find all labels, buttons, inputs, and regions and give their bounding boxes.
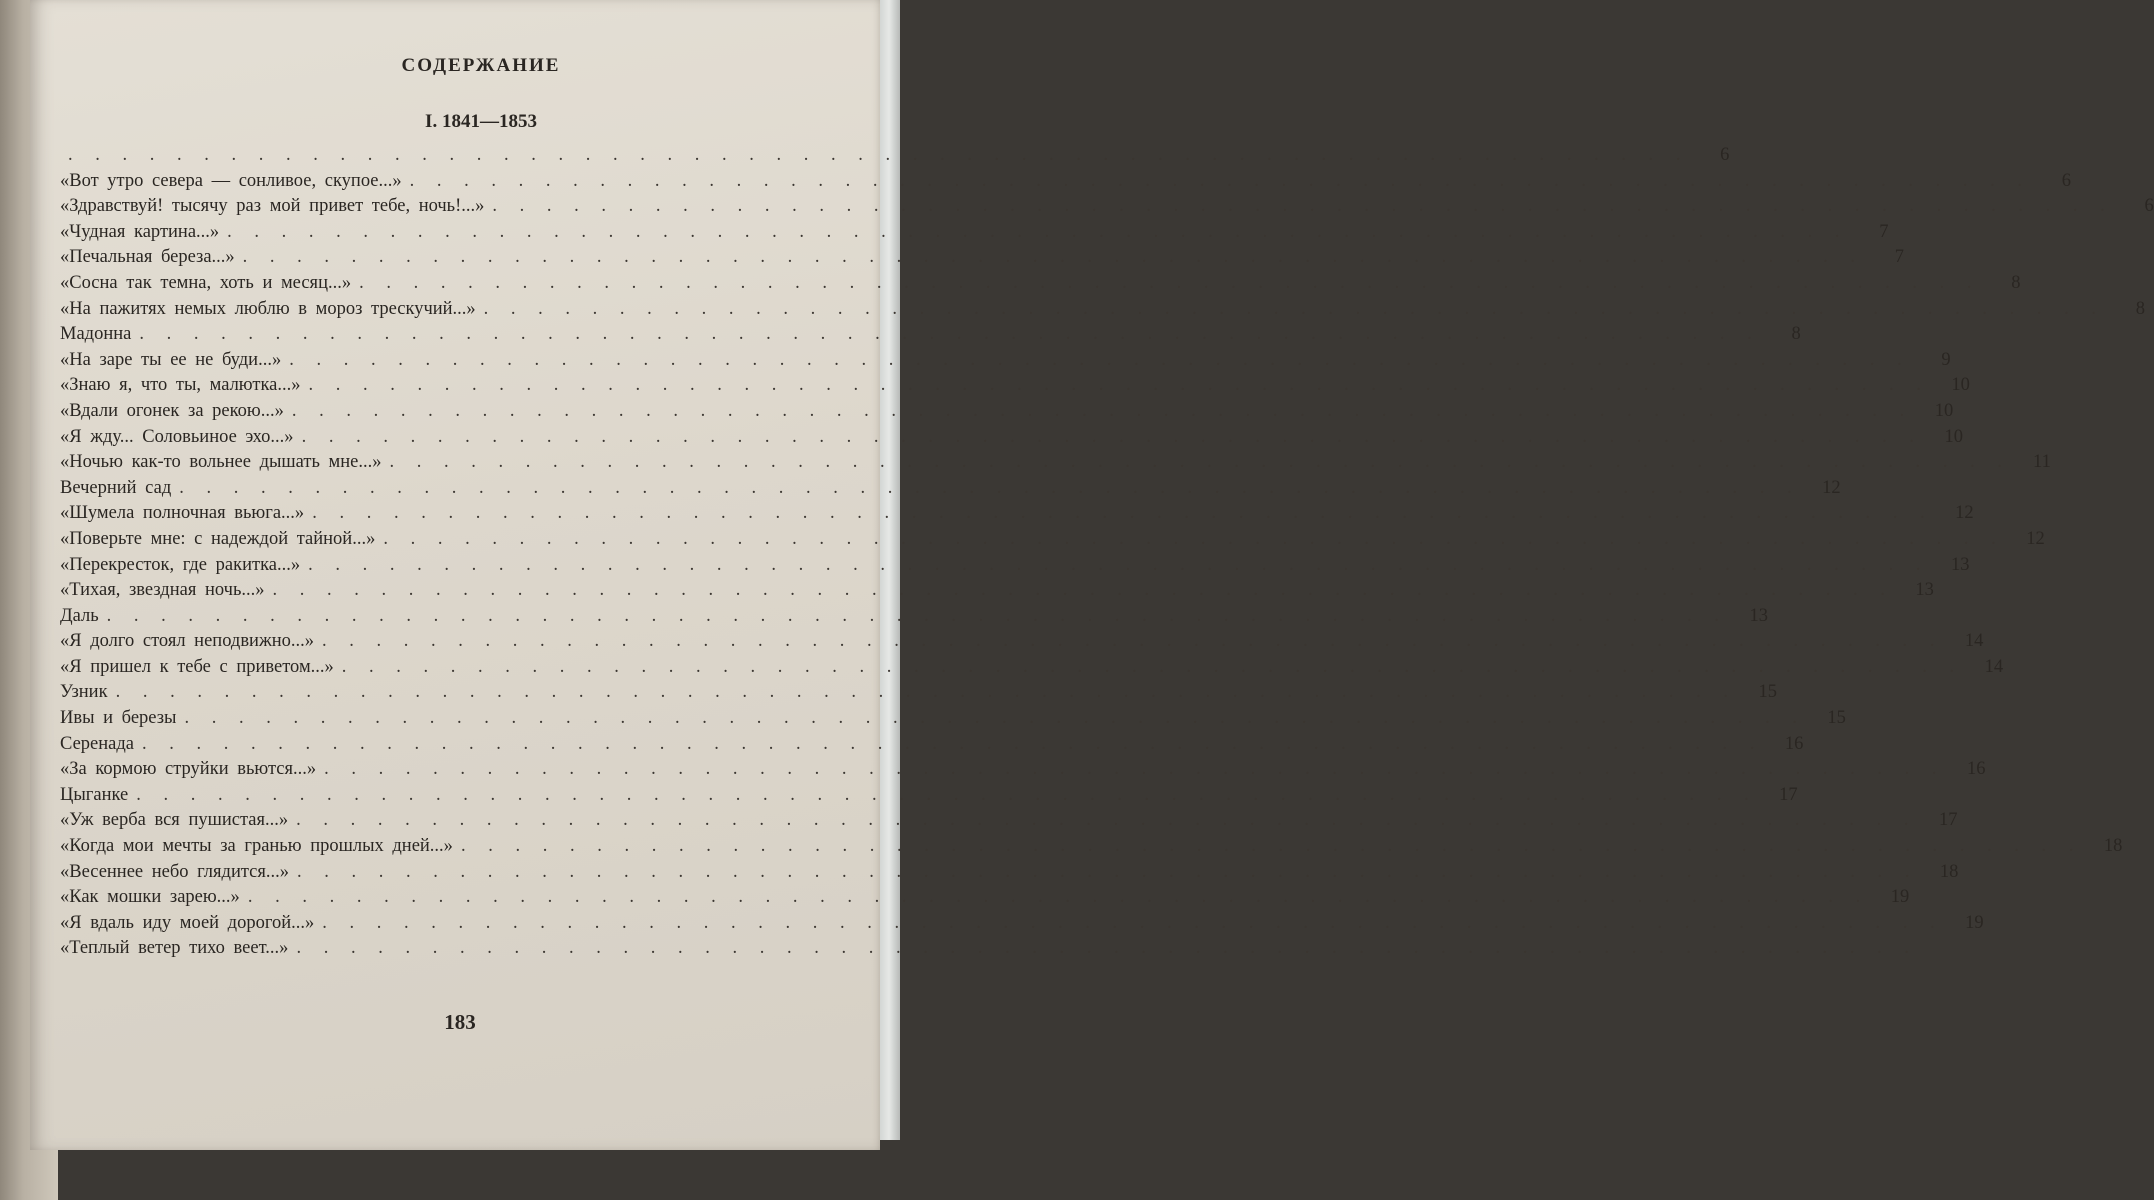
toc-entry-page: 10 — [1951, 375, 1970, 396]
toc-entry-title: «Когда мои мечты за гранью прошлых дней...» — [60, 836, 453, 857]
toc-entry-page: 16 — [1784, 733, 1804, 754]
dot-leader: . . . . . . . . . . . . . . . . . . . . . . . . . . . . . . . . . . . . . . . . . . . . . . . . . . . . . . . . . . . . — [483, 298, 2106, 319]
toc-entry-page: 14 — [1984, 656, 2004, 677]
toc-entry — [60, 297, 2146, 323]
toc-entry-title: «Я жду... Соловьиное эхо...» — [60, 426, 294, 447]
dot-leader: . . . . . . . . . . . . . . . . . . . . . . . . . . . . . . . . . . . . . . . . . . . . . . . . . . . . . . . . . . . . — [141, 733, 1764, 754]
dot-leader: . . . . . . . . . . . . . . . . . . . . . . . . . . . . . . . . . . . . . . . . . . . . . . . . . . . . . . . . . . . . — [297, 861, 1919, 882]
toc-entry — [60, 783, 1798, 809]
toc-entry-page: 15 — [1758, 682, 1777, 703]
dot-leader: . . . . . . . . . . . . . . . . . . . . . . . . . . . . . . . . . . . . . . . . . . . . . . . . . . . . . . . . . . . . — [308, 554, 1930, 575]
dot-leader: . . . . . . . . . . . . . . . . . . . . . . . . . . . . . . . . . . . . . . . . . . . . . . . . . . . . . . . . . . . . — [322, 631, 1944, 652]
toc-entry-title: Серенада — [60, 733, 134, 754]
book-page — [30, 0, 2154, 1150]
toc-entry — [60, 808, 1958, 834]
toc-entry-page: 12 — [1822, 477, 1841, 498]
toc-entry-page: 6 — [2144, 196, 2154, 217]
toc-entry-page: 14 — [1964, 631, 1984, 652]
toc-entry-title: «Я пришел к тебе с приветом...» — [60, 656, 334, 677]
toc-entry-title: Даль — [60, 605, 99, 626]
toc-entry-page: 9 — [1941, 349, 1951, 370]
toc-entry-page: 11 — [2033, 452, 2051, 473]
page-number: 183 — [444, 1010, 476, 1034]
toc-entry-page: 17 — [1938, 810, 1958, 831]
toc-entry — [60, 450, 2051, 476]
toc-entry — [60, 322, 1801, 348]
toc-entry-title: Узник — [60, 682, 108, 703]
toc-entry-page: 6 — [2061, 170, 2072, 191]
toc-entry-title: «Уж верба вся пушистая...» — [60, 810, 289, 831]
dot-leader: . . . . . . . . . . . . . . . . . . . . . . . . . . . . . . . . . . . . . . . . . . . . . . . . . . . . . . . . . . . . — [492, 196, 2114, 217]
toc-entry — [60, 169, 2072, 195]
toc-entry-title: «Шумела полночная вьюга...» — [60, 503, 305, 524]
dot-leader: . . . . . . . . . . . . . . . . . . . . . . . . . . . . . . . . . . . . . . . . . . . . . . . . . . . . . . . . . . . . — [324, 759, 1946, 780]
dot-leader: . . . . . . . . . . . . . . . . . . . . . . . . . . . . . . . . . . . . . . . . . . . . . . . . . . . . . . . . . . . . — [115, 682, 1737, 703]
dot-leader: . . . . . . . . . . . . . . . . . . . . . . . . . . . . . . . . . . . . . . . . . . . . . . . . . . . . . . . . . . . . — [179, 477, 1801, 498]
toc-entry-title: Вечерний сад — [60, 477, 172, 498]
toc-entry — [60, 373, 1970, 399]
toc-entry-page: 13 — [1915, 580, 1934, 601]
toc-entry-title: «Как мошки зарею...» — [60, 887, 240, 908]
toc-entry — [60, 629, 1984, 655]
toc-entry — [60, 425, 1963, 451]
toc-entry — [60, 604, 1769, 630]
toc-entry-title: «На пажитях немых люблю в мороз трескучий...» — [60, 298, 476, 319]
table-of-contents — [60, 143, 2154, 962]
dot-leader: . . . . . . . . . . . . . . . . . . . . . . . . . . . . . . . . . . . . . . . . . . . . . . . . . . . . . . . . . . . . — [389, 452, 2011, 473]
toc-entry — [60, 578, 1934, 604]
toc-entry-title: «Чудная картина...» — [60, 221, 220, 242]
toc-entry — [60, 757, 1986, 783]
toc-entry-page: 18 — [2103, 836, 2123, 857]
toc-entry-title: «За кормою струйки вьются...» — [60, 759, 317, 780]
toc-entry-title: «Поверьте мне: с надеждой тайной...» — [60, 528, 376, 549]
toc-entry-page: 8 — [2011, 272, 2021, 293]
toc-entry-page: 8 — [1791, 324, 1801, 345]
dot-leader: . . . . . . . . . . . . . . . . . . . . . . . . . . . . . . . . . . . . . . . . . . . . . . . . . . . . . . . . . . . . — [139, 324, 1761, 345]
toc-entry — [60, 911, 1984, 937]
toc-entry-title: «Здравствуй! тысячу раз мой привет тебе, ночь!...» — [60, 196, 485, 217]
toc-entry — [60, 501, 1974, 527]
toc-entry-page: 7 — [1894, 247, 1905, 268]
toc-entry — [60, 527, 2045, 553]
toc-entry-title: «На заре ты ее не буди...» — [60, 349, 282, 370]
section-title: I. 1841—1853 — [425, 111, 537, 132]
dot-leader: . . . . . . . . . . . . . . . . . . . . . . . . . . . . . . . . . . . . . . . . . . . . . . . . . . . . . . . . . . . . — [68, 145, 1690, 165]
toc-entry-title: «Ночью как-то вольнее дышать мне...» — [60, 452, 382, 473]
toc-entry — [60, 476, 1841, 502]
toc-entry-page: 18 — [1939, 861, 1959, 882]
dot-leader: . . . . . . . . . . . . . . . . . . . . . . . . . . . . . . . . . . . . . . . . . . . . . . . . . . . . . . . . . . . . — [136, 784, 1758, 805]
dot-leader: . . . . . . . . . . . . . . . . . . . . . . . . . . . . . . . . . . . . . . . . . . . . . . . . . . . . . . . . . . . . — [308, 375, 1930, 396]
toc-entry-page: 8 — [2135, 298, 2146, 319]
toc-entry-page: 19 — [1965, 912, 1984, 933]
toc-entry — [60, 936, 1918, 962]
toc-entry — [60, 732, 1804, 758]
toc-entry — [60, 553, 1970, 579]
toc-entry-page: 12 — [1955, 503, 1974, 524]
toc-entry — [60, 680, 1777, 706]
dot-leader: . . . . . . . . . . . . . . . . . . . . . . . . . . . . . . . . . . . . . . . . . . . . . . . . . . . . . . . . . . . . — [291, 400, 1914, 421]
toc-entry-page: 19 — [1890, 887, 1910, 908]
dot-leader: . . . . . . . . . . . . . . . . . . . . . . . . . . . . . . . . . . . . . . . . . . . . . . . . . . . . . . . . . . . . — [359, 272, 1981, 293]
dot-leader: . . . . . . . . . . . . . . . . . . . . . . . . . . . . . . . . . . . . . . . . . . . . . . . . . . . . . . . . . . . . — [184, 708, 1806, 729]
toc-entry — [60, 399, 1954, 425]
dot-leader: . . . . . . . . . . . . . . . . . . . . . . . . . . . . . . . . . . . . . . . . . . . . . . . . . . . . . . . . . . . . — [289, 349, 1911, 370]
toc-entry-title: «Я вдаль иду моей дорогой...» — [60, 912, 315, 933]
toc-entry-title: «Тихая, звездная ночь...» — [60, 580, 265, 601]
toc-entry — [60, 271, 2021, 297]
dot-leader: . . . . . . . . . . . . . . . . . . . . . . . . . . . . . . . . . . . . . . . . . . . . . . . . . . . . . . . . . . . . — [312, 503, 1934, 524]
toc-entry-page: 10 — [1944, 426, 1963, 447]
toc-entry-page: 6 — [1720, 145, 1730, 165]
toc-entry-title: Цыганке — [60, 784, 129, 805]
toc-entry — [60, 143, 1730, 169]
toc-entry-title: «Сосна так темна, хоть и месяц...» — [60, 272, 352, 293]
toc-entry — [60, 834, 2123, 860]
toc-entry — [60, 860, 1959, 886]
dot-leader: . . . . . . . . . . . . . . . . . . . . . . . . . . . . . . . . . . . . . . . . . . . . . . . . . . . . . . . . . . . . — [296, 938, 1918, 959]
toc-entry-title: «Вот утро севера — сонливое, скупое...» — [60, 170, 402, 191]
dot-leader: . . . . . . . . . . . . . . . . . . . . . . . . . . . . . . . . . . . . . . . . . . . . . . . . . . . . . . . . . . . . — [301, 426, 1923, 447]
toc-entry-page: 7 — [1879, 221, 1889, 242]
contents-heading: СОДЕРЖАНИЕ — [401, 55, 561, 76]
toc-entry-title: Мадонна — [60, 324, 132, 345]
dot-leader: . . . . . . . . . . . . . . . . . . . . . . . . . . . . . . . . . . . . . . . . . . . . . . . . . . . . . . . . . . . . — [460, 836, 2083, 857]
toc-entry-title: «Знаю я, что ты, малютка...» — [60, 375, 301, 396]
dot-leader: . . . . . . . . . . . . . . . . . . . . . . . . . . . . . . . . . . . . . . . . . . . . . . . . . . . . . . . . . . . . — [383, 528, 2005, 549]
toc-entry-title: «Вдали огонек за рекою...» — [60, 400, 284, 421]
toc-entry-title: «Я долго стоял неподвижно...» — [60, 631, 315, 652]
dot-leader: . . . . . . . . . . . . . . . . . . . . . . . . . . . . . . . . . . . . . . . . . . . . . . . . . . . . . . . . . . . . — [227, 221, 1849, 242]
dot-leader: . . . . . . . . . . . . . . . . . . . . . . . . . . . . . . . . . . . . . . . . . . . . . . . . . . . . . . . . . . . . — [106, 605, 1729, 626]
toc-entry-title: «Печальная береза...» — [60, 247, 235, 268]
toc-entry-title: «Перекресток, где ракитка...» — [60, 554, 301, 575]
dot-leader: . . . . . . . . . . . . . . . . . . . . . . . . . . . . . . . . . . . . . . . . . . . . . . . . . . . . . . . . . . . . — [296, 810, 1918, 831]
toc-entry — [60, 655, 2004, 681]
toc-entry-page: 15 — [1827, 708, 1846, 729]
toc-entry — [60, 194, 2154, 220]
dot-leader: . . . . . . . . . . . . . . . . . . . . . . . . . . . . . . . . . . . . . . . . . . . . . . . . . . . . . . . . . . . . — [247, 887, 1870, 908]
toc-entry-page: 13 — [1951, 554, 1970, 575]
toc-entry — [60, 245, 1905, 271]
dot-leader: . . . . . . . . . . . . . . . . . . . . . . . . . . . . . . . . . . . . . . . . . . . . . . . . . . . . . . . . . . . . — [341, 656, 1964, 677]
dot-leader: . . . . . . . . . . . . . . . . . . . . . . . . . . . . . . . . . . . . . . . . . . . . . . . . . . . . . . . . . . . . — [322, 912, 1944, 933]
dot-leader: . . . . . . . . . . . . . . . . . . . . . . . . . . . . . . . . . . . . . . . . . . . . . . . . . . . . . . . . . . . . — [409, 170, 2032, 191]
toc-entry-title: «Весеннее небо глядится...» — [60, 861, 290, 882]
toc-entry-page: 16 — [1967, 759, 1986, 780]
dot-leader: . . . . . . . . . . . . . . . . . . . . . . . . . . . . . . . . . . . . . . . . . . . . . . . . . . . . . . . . . . . . — [242, 247, 1865, 268]
toc-entry-title: Ивы и березы — [60, 708, 177, 729]
toc-entry — [60, 885, 1910, 911]
toc-entry-page: 17 — [1779, 784, 1798, 805]
toc-entry — [60, 706, 1846, 732]
toc-entry-page: 13 — [1749, 605, 1769, 626]
toc-entry-page: 12 — [2026, 528, 2045, 549]
toc-entry — [60, 220, 1889, 246]
toc-entry — [60, 348, 1951, 374]
toc-entry-title: «Теплый ветер тихо веет...» — [60, 938, 289, 959]
toc-entry-page: 10 — [1934, 400, 1954, 421]
dot-leader: . . . . . . . . . . . . . . . . . . . . . . . . . . . . . . . . . . . . . . . . . . . . . . . . . . . . . . . . . . . . — [272, 580, 1894, 601]
